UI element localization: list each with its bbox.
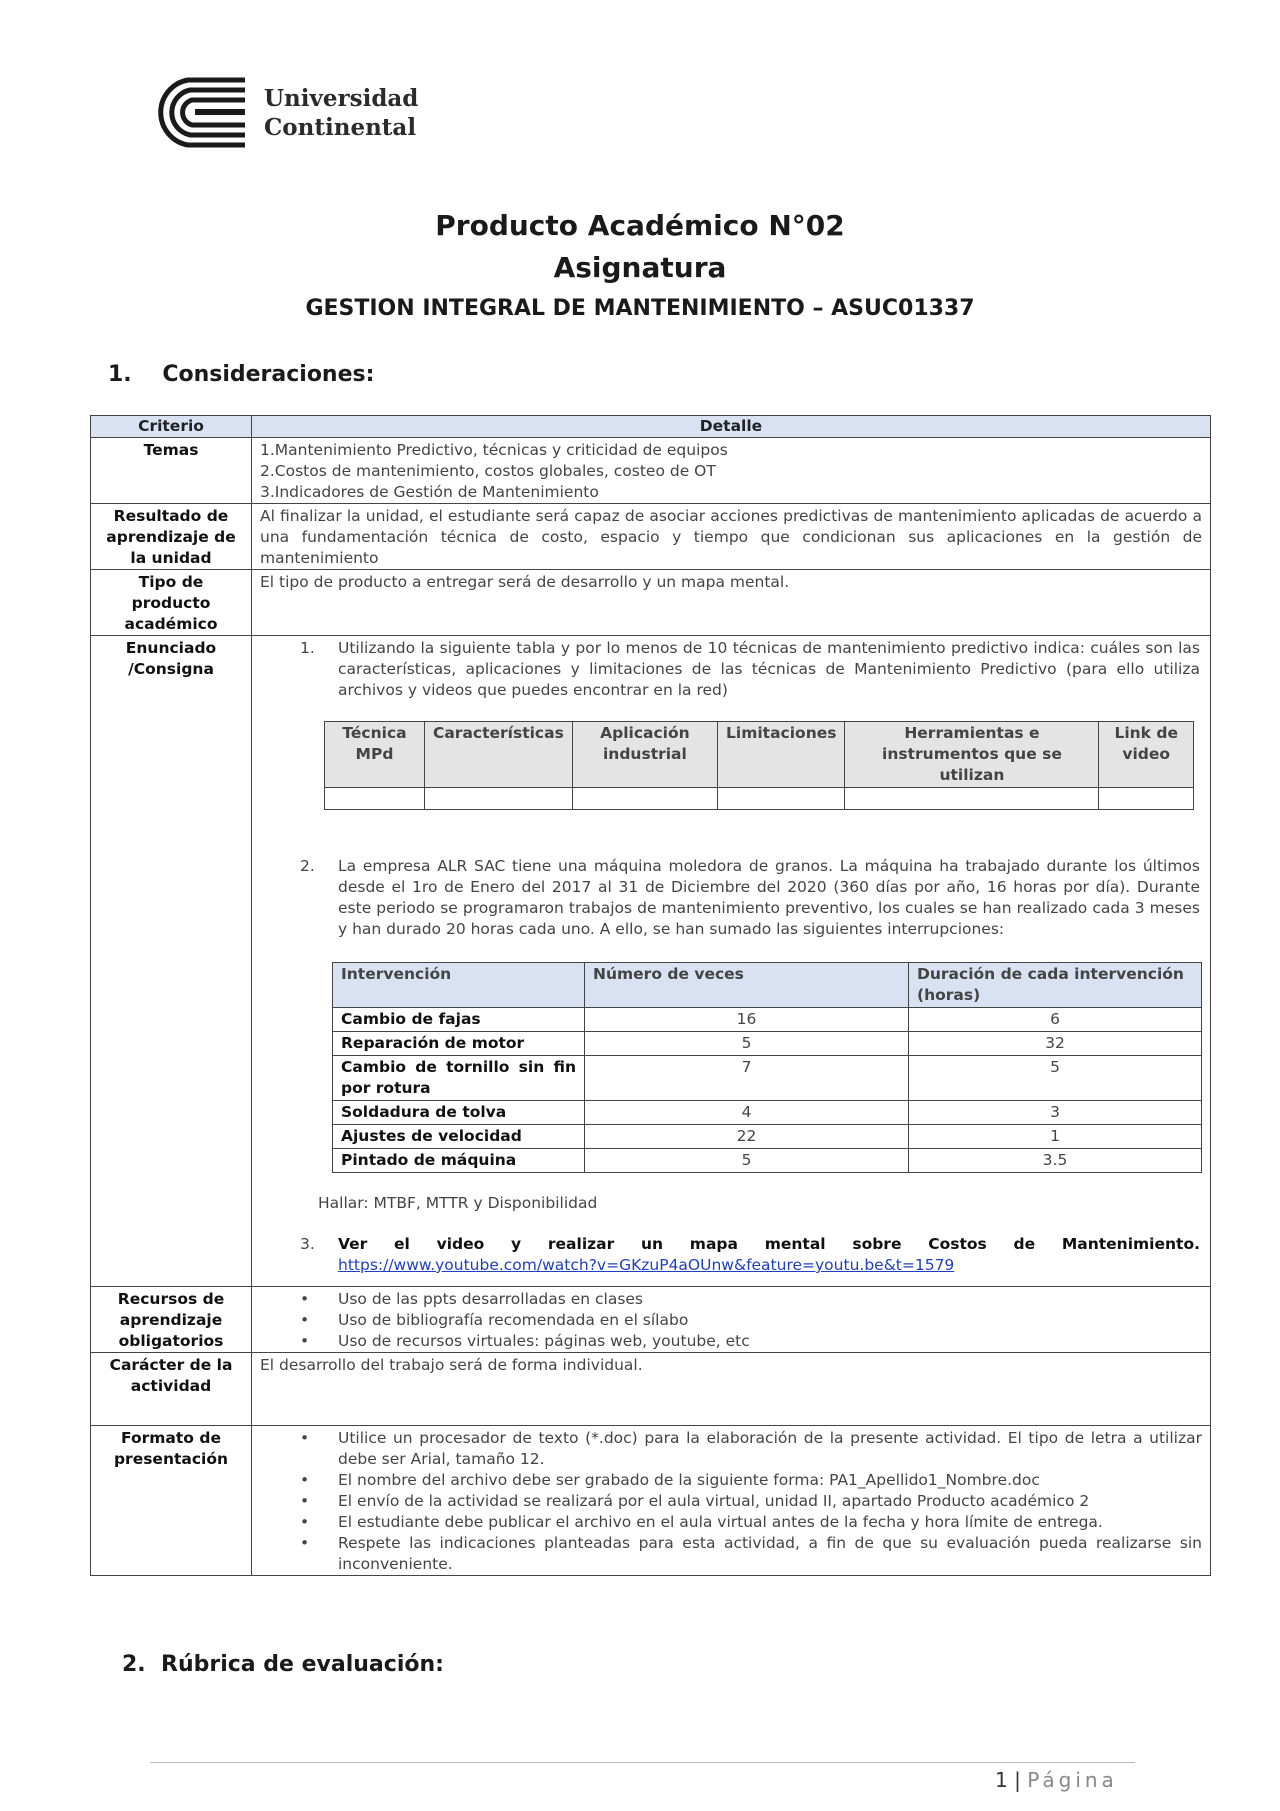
label-recursos: Recursos de aprendizaje obligatorios	[91, 1287, 252, 1353]
formato-text: Utilice un procesador de texto (*.doc) para la elaboración de la presente actividad. El tipo de letra a utilizar debe ser Arial, tamaño 12.	[338, 1429, 1202, 1468]
document-titles	[0, 205, 1280, 329]
item2-text: La empresa ALR SAC tiene una máquina moledora de granos. La máquina ha trabajado durante los últimos desde el 1ro de Enero del 2017 al 31 de Diciembre del 2020 (360 días por año, 16 horas por día). Durante este periodo se programaron trabajos de mantenimiento preventivo, los cuales se han realizado cada 3 meses y han durado 20 horas cada uno. A ello, se han sumado las siguientes interrupciones:	[338, 857, 1200, 938]
t1-header: Limitaciones	[718, 722, 845, 788]
intervention-duration: 3.5	[909, 1149, 1202, 1173]
list-item	[300, 1512, 1202, 1533]
intervention-duration: 3	[909, 1101, 1202, 1125]
intervention-count: 5	[585, 1149, 909, 1173]
item3-text: Ver el video y realizar un mapa mental sobre Costos de Mantenimiento.	[338, 1235, 1200, 1253]
t2-header: Duración de cada intervención (horas)	[909, 963, 1202, 1008]
t2-header: Número de veces	[585, 963, 909, 1008]
item3-num: 3.	[300, 1235, 315, 1253]
logo-line1: Universidad	[264, 84, 419, 112]
item1-text: Utilizando la siguiente tabla y por lo menos de 10 técnicas de mantenimiento predictivo indica: cuáles son las características, aplicaciones y limitaciones de las técnicas de Mantenimiento Predictivo (para ello utiliza archivos y videos que puedes encontrar en la red)	[338, 639, 1200, 699]
page-label: Página	[1027, 1768, 1118, 1792]
caracter-text: El desarrollo del trabajo será de forma individual.	[252, 1353, 1211, 1426]
page-number: 1	[995, 1768, 1008, 1792]
tema-item: 2.Costos de mantenimiento, costos globales, costeo de OT	[260, 462, 716, 480]
recurso-text: Uso de recursos virtuales: páginas web, youtube, etc	[338, 1332, 750, 1350]
hallar-text: Hallar: MTBF, MTTR y Disponibilidad	[318, 1194, 598, 1212]
section2-heading	[122, 1652, 444, 1677]
tema-item: 3.Indicadores de Gestión de Mantenimiento	[260, 483, 599, 501]
resultado-text: Al finalizar la unidad, el estudiante será capaz de asociar acciones predictivas de mantenimiento aplicadas de acuerdo a una fundamentación técnica de costo, espacio y tiempo que condicionan sus aplicaciones en la gestión de mantenimiento	[252, 504, 1211, 570]
list-item	[300, 1470, 1202, 1491]
label-formato: Formato de presentación	[91, 1426, 252, 1576]
bullet: •	[300, 1492, 310, 1510]
label-tipo: Tipo de producto académico	[91, 570, 252, 636]
list-item	[300, 1289, 1202, 1310]
techniques-table	[324, 721, 1194, 810]
enunciado-item1	[300, 638, 1202, 701]
recurso-text: Uso de bibliografía recomendada en el sílabo	[338, 1311, 689, 1329]
t1-header: Características	[424, 722, 572, 788]
title-product: Producto Académico N°02	[435, 209, 845, 242]
logo-line2: Continental	[264, 113, 417, 141]
list-item	[300, 1331, 1202, 1352]
intervention-duration: 32	[909, 1032, 1202, 1056]
intervention-name: Cambio de tornillo sin fin por rotura	[333, 1056, 585, 1101]
video-link[interactable]: https://www.youtube.com/watch?v=GKzuP4aOUnw&feature=youtu.be&t=1579	[338, 1256, 955, 1274]
university-logo	[150, 75, 420, 150]
title-asignatura: Asignatura	[553, 251, 727, 284]
footer-separator: |	[1014, 1768, 1021, 1792]
intervention-count: 4	[585, 1101, 909, 1125]
label-enunciado: Enunciado /Consigna	[91, 636, 252, 1287]
table-row	[333, 1149, 1202, 1173]
section1-num: 1.	[108, 362, 132, 387]
formato-text: El estudiante debe publicar el archivo en el aula virtual antes de la fecha y hora límite de entrega.	[338, 1513, 1103, 1531]
label-resultado: Resultado de aprendizaje de la unidad	[91, 504, 252, 570]
intervention-name: Pintado de máquina	[333, 1149, 585, 1173]
interruptions-table	[332, 962, 1202, 1173]
header-criterio: Criterio	[91, 416, 252, 438]
intervention-count: 5	[585, 1032, 909, 1056]
row-caracter	[91, 1353, 1211, 1426]
section1-title: Consideraciones:	[162, 362, 375, 387]
intervention-count: 16	[585, 1008, 909, 1032]
intervention-name: Reparación de motor	[333, 1032, 585, 1056]
title-course: GESTION INTEGRAL DE MANTENIMIENTO – ASUC01337	[305, 296, 975, 321]
row-recursos	[91, 1287, 1211, 1353]
intervention-name: Cambio de fajas	[333, 1008, 585, 1032]
label-caracter: Carácter de la actividad	[91, 1353, 252, 1426]
row-formato	[91, 1426, 1211, 1576]
tipo-text: El tipo de producto a entregar será de desarrollo y un mapa mental.	[252, 570, 1211, 636]
item2-num: 2.	[300, 857, 315, 875]
intervention-name: Ajustes de velocidad	[333, 1125, 585, 1149]
intervention-name: Soldadura de tolva	[333, 1101, 585, 1125]
row-temas	[91, 438, 1211, 504]
recurso-text: Uso de las ppts desarrolladas en clases	[338, 1290, 644, 1308]
table-row	[333, 1125, 1202, 1149]
label-temas: Temas	[91, 438, 252, 504]
list-item	[300, 1310, 1202, 1331]
formato-text: Respete las indicaciones planteadas para esta actividad, a fin de que su evaluación pueda realizarse sin inconveniente.	[338, 1534, 1202, 1573]
list-item	[300, 1428, 1202, 1470]
formato-text: El nombre del archivo debe ser grabado de la siguiente forma: PA1_Apellido1_Nombre.doc	[338, 1471, 1040, 1489]
header-detalle: Detalle	[252, 416, 1211, 438]
table-row	[333, 1032, 1202, 1056]
intervention-count: 7	[585, 1056, 909, 1101]
considerations-table	[90, 415, 1211, 1576]
table-row	[333, 1056, 1202, 1101]
intervention-count: 22	[585, 1125, 909, 1149]
t1-empty-row	[325, 788, 1194, 810]
bullet: •	[300, 1311, 310, 1329]
t1-header: Herramientas e instrumentos que se utilizan	[845, 722, 1099, 788]
section2-title: Rúbrica de evaluación:	[161, 1652, 444, 1677]
bullet: •	[300, 1429, 310, 1447]
page-footer	[995, 1768, 1118, 1792]
bullet: •	[300, 1534, 310, 1552]
row-resultado	[91, 504, 1211, 570]
section2-num: 2.	[122, 1652, 146, 1677]
row-enunciado	[91, 636, 1211, 1287]
bullet: •	[300, 1332, 310, 1350]
t2-header: Intervención	[333, 963, 585, 1008]
intervention-duration: 1	[909, 1125, 1202, 1149]
list-item	[300, 1533, 1202, 1575]
table-row	[333, 1008, 1202, 1032]
t1-header: Técnica MPd	[325, 722, 425, 788]
section1-heading	[108, 362, 374, 387]
footer-divider	[150, 1762, 1135, 1763]
enunciado-item3	[300, 1234, 1202, 1276]
bullet: •	[300, 1471, 310, 1489]
tema-item: 1.Mantenimiento Predictivo, técnicas y criticidad de equipos	[260, 441, 728, 459]
bullet: •	[300, 1290, 310, 1308]
t1-header: Aplicación industrial	[572, 722, 717, 788]
formato-text: El envío de la actividad se realizará por el aula virtual, unidad II, apartado Producto académico 2	[338, 1492, 1090, 1510]
university-logo-icon	[150, 75, 250, 150]
bullet: •	[300, 1513, 310, 1531]
list-item	[300, 1491, 1202, 1512]
table-row	[333, 1101, 1202, 1125]
item1-num: 1.	[300, 639, 315, 657]
t1-header: Link de video	[1099, 722, 1194, 788]
enunciado-item2	[300, 856, 1202, 940]
row-tipo	[91, 570, 1211, 636]
intervention-duration: 6	[909, 1008, 1202, 1032]
intervention-duration: 5	[909, 1056, 1202, 1101]
